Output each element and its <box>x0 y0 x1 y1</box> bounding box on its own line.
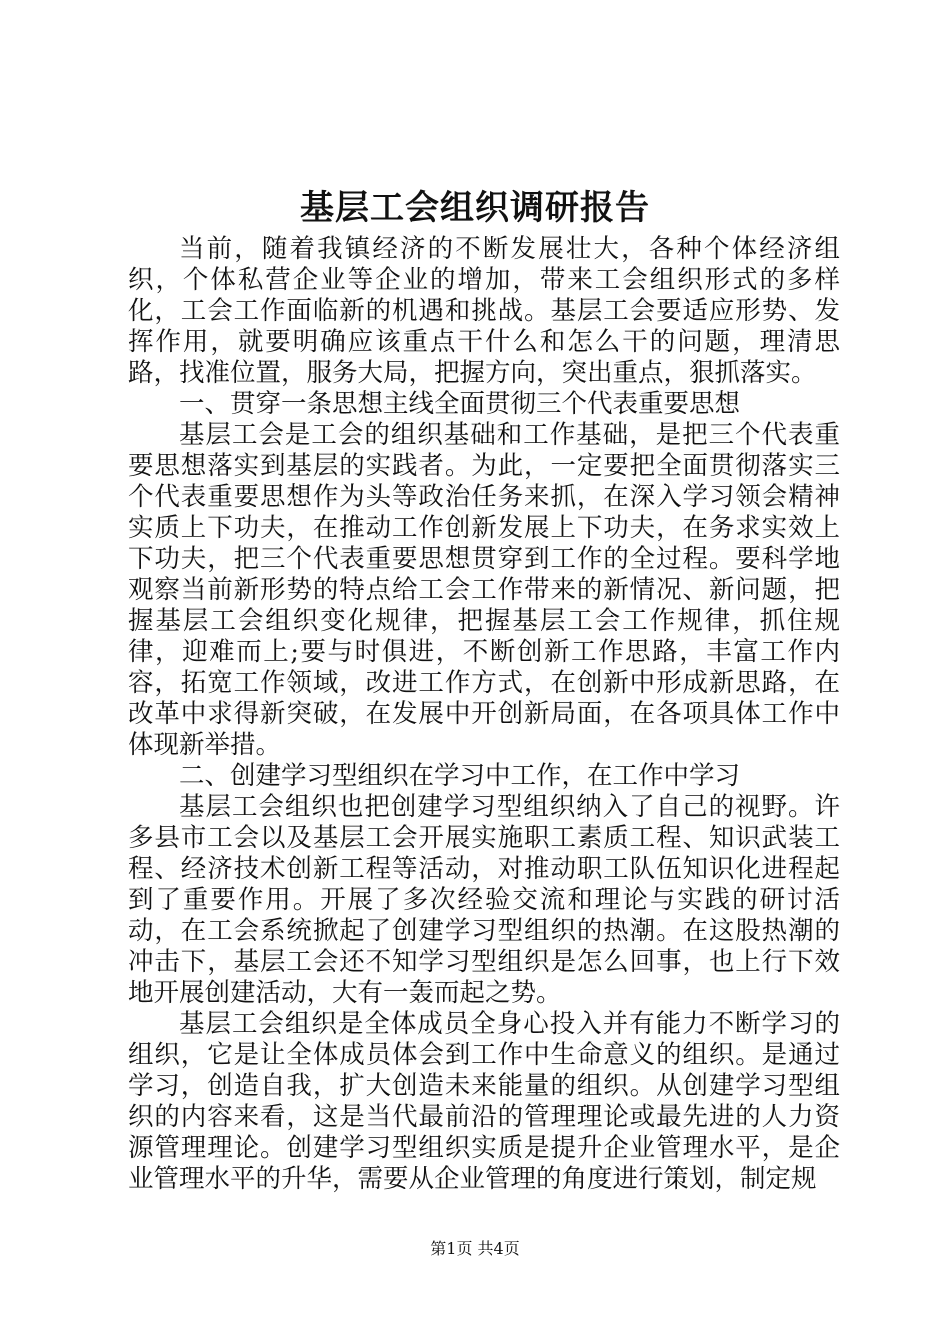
document-body <box>128 234 840 1195</box>
section-heading-1: 一、贯穿一条思想主线全面贯彻三个代表重要思想 <box>179 389 741 419</box>
section-heading-2: 二、创建学习型组织在学习中工作，在工作中学习 <box>179 761 741 791</box>
section-1-paragraph: 基层工会是工会的组织基础和工作基础，是把三个代表重要思想落实到基层的实践者。为此，一定要把全面贯彻落实三个代表重要思想作为头等政治任务来抓，在深入学习领会精神实质上下功夫，在推动工作创新发展上下功夫，在务求实效上下功夫，把三个代表重要思想贯穿到工作的全过程。要科学地观察当前新形势的特点给工会工作带来的新情况、新问题，把握基层工会组织变化规律，把握基层工会工作规律，抓住规律，迎难而上;要与时俱进，不断创新工作思路，丰富工作内容，拓宽工作领域，改进工作方式，在创新中形成新思路，在改革中求得新突破，在发展中开创新局面，在各项具体工作中体现新举措。 <box>128 420 840 760</box>
section-2-paragraph-2: 基层工会组织是全体成员全身心投入并有能力不断学习的组织，它是让全体成员体会到工作中生命意义的组织。是通过学习，创造自我，扩大创造未来能量的组织。从创建学习型组织的内容来看，这是当代最前沿的管理理论或最先进的人力资源管理理论。创建学习型组织实质是提升企业管理水平，是企业管理水平的升华，需要从企业管理的角度进行策划，制定规 <box>128 1009 840 1194</box>
document-title: 基层工会组织调研报告 <box>300 188 650 228</box>
page-number-footer: 第1页 共4页 <box>430 1239 520 1258</box>
section-2-paragraph-1: 基层工会组织也把创建学习型组织纳入了自己的视野。许多县市工会以及基层工会开展实施职工素质工程、知识武装工程、经济技术创新工程等活动，对推动职工队伍知识化进程起到了重要作用。开展了多次经验交流和理论与实践的研讨活动，在工会系统掀起了创建学习型组织的热潮。在这股热潮的冲击下，基层工会还不知学习型组织是怎么回事，也上行下效地开展创建活动，大有一轰而起之势。 <box>128 792 840 1008</box>
intro-paragraph: 当前，随着我镇经济的不断发展壮大，各种个体经济组织，个体私营企业等企业的增加，带来工会组织形式的多样化，工会工作面临新的机遇和挑战。基层工会要适应形势、发挥作用，就要明确应该重点干什么和怎么干的问题，理清思路，找准位置，服务大局，把握方向，突出重点，狠抓落实。 <box>128 234 840 388</box>
